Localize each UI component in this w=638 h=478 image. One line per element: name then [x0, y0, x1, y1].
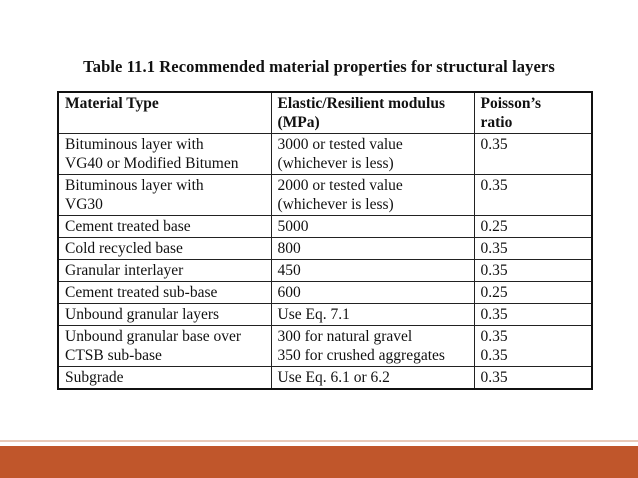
- cell-modulus: [271, 260, 474, 282]
- table-caption: Table 11.1 Recommended material properties for structural layers: [83, 57, 555, 76]
- cell-modulus: [271, 134, 474, 175]
- cell-modulus: [271, 304, 474, 326]
- cell-ratio: [474, 304, 592, 326]
- cell-line: 0.35: [480, 240, 508, 257]
- cell-line: 0.35: [480, 177, 508, 194]
- table-row: [58, 367, 592, 390]
- cell-line: 0.35: [480, 306, 508, 323]
- cell-material: [58, 282, 271, 304]
- footer-bar: [0, 446, 638, 478]
- cell-ratio: [474, 238, 592, 260]
- cell-material: [58, 367, 271, 390]
- cell-ratio: [474, 260, 592, 282]
- cell-ratio: [474, 216, 592, 238]
- header-line: Elastic/Resilient modulus: [277, 95, 446, 112]
- cell-material: [58, 304, 271, 326]
- header-line: (MPa): [277, 114, 320, 131]
- cell-line: CTSB sub-base: [65, 347, 162, 364]
- cell-ratio: [474, 367, 592, 390]
- cell-line: 800: [277, 240, 301, 257]
- cell-modulus: [271, 326, 474, 367]
- cell-line: 2000 or tested value: [277, 177, 403, 194]
- cell-line: Bituminous layer with: [65, 177, 204, 194]
- cell-line: Use Eq. 7.1: [277, 306, 350, 323]
- table-row: [58, 326, 592, 367]
- header-line: Material Type: [65, 95, 159, 112]
- cell-modulus: [271, 367, 474, 390]
- cell-modulus: [271, 238, 474, 260]
- cell-material: [58, 326, 271, 367]
- cell-line: 600: [277, 284, 301, 301]
- cell-material: [58, 175, 271, 216]
- table-row: [58, 134, 592, 175]
- cell-line: (whichever is less): [277, 155, 394, 172]
- cell-line: 350 for crushed aggregates: [277, 347, 445, 364]
- cell-line: 5000: [277, 218, 309, 235]
- cell-line: 0.35: [480, 369, 508, 386]
- cell-line: 0.25: [480, 218, 508, 235]
- cell-ratio: [474, 282, 592, 304]
- cell-line: Cold recycled base: [65, 240, 183, 257]
- cell-line: 450: [277, 262, 301, 279]
- table-row: [58, 175, 592, 216]
- cell-line: Use Eq. 6.1 or 6.2: [277, 369, 390, 386]
- cell-line: Bituminous layer with: [65, 136, 204, 153]
- cell-modulus: [271, 175, 474, 216]
- cell-line: 0.35: [480, 328, 508, 345]
- cell-line: 300 for natural gravel: [277, 328, 413, 345]
- material-properties-table: [57, 91, 593, 390]
- cell-line: (whichever is less): [277, 196, 394, 213]
- cell-ratio: [474, 326, 592, 367]
- table-row: [58, 282, 592, 304]
- cell-line: Cement treated sub-base: [65, 284, 218, 301]
- header-elastic-modulus: [271, 92, 474, 134]
- cell-modulus: [271, 216, 474, 238]
- cell-ratio: [474, 175, 592, 216]
- cell-modulus: [271, 282, 474, 304]
- table-row: [58, 238, 592, 260]
- header-line: ratio: [480, 114, 513, 131]
- cell-line: 0.25: [480, 284, 508, 301]
- table-row: [58, 260, 592, 282]
- header-line: Poisson’s: [480, 95, 542, 112]
- footer-divider: [0, 440, 638, 442]
- cell-material: [58, 216, 271, 238]
- cell-line: 0.35: [480, 262, 508, 279]
- table-header-row: [58, 92, 592, 134]
- cell-line: 3000 or tested value: [277, 136, 403, 153]
- cell-line: Granular interlayer: [65, 262, 184, 279]
- table-row: [58, 304, 592, 326]
- cell-material: [58, 238, 271, 260]
- cell-line: Subgrade: [65, 369, 124, 386]
- cell-line: VG30: [65, 196, 103, 213]
- cell-line: 0.35: [480, 347, 508, 364]
- cell-line: 0.35: [480, 136, 508, 153]
- cell-line: Cement treated base: [65, 218, 191, 235]
- cell-material: [58, 134, 271, 175]
- cell-line: VG40 or Modified Bitumen: [65, 155, 239, 172]
- cell-ratio: [474, 134, 592, 175]
- header-poissons-ratio: [474, 92, 592, 134]
- cell-line: Unbound granular layers: [65, 306, 220, 323]
- cell-line: Unbound granular base over: [65, 328, 242, 345]
- header-material-type: [58, 92, 271, 134]
- cell-material: [58, 260, 271, 282]
- table-row: [58, 216, 592, 238]
